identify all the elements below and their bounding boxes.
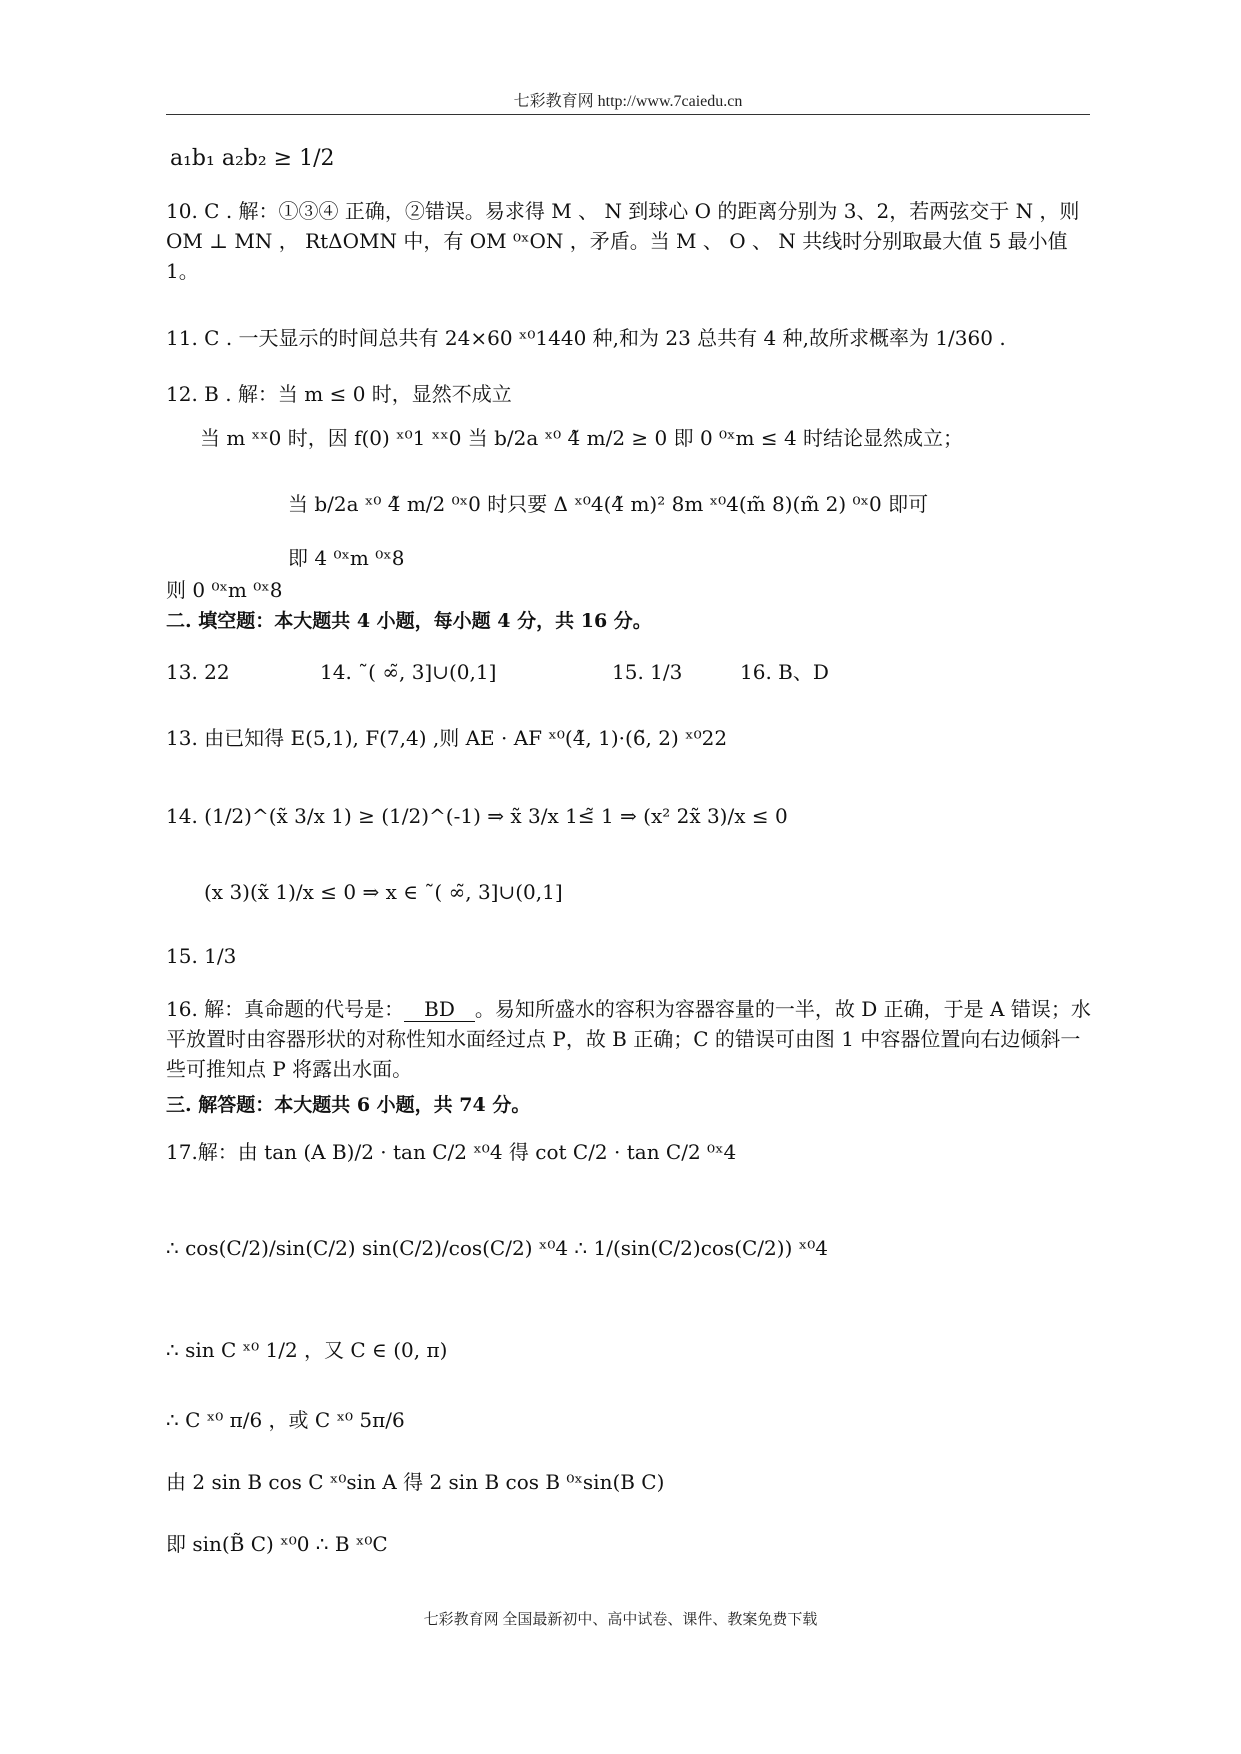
answer-12-line-3: 当 b/2a ˣ⁰ 4̃ m/2 ⁰ˣ0 时只要 Δ ˣ⁰4(4̃ m)² 8m ˣ⁰4(m̃ 8)(m̃ 2) ⁰ˣ0 即可	[288, 492, 929, 516]
answer-12-line-2: 当 m ˣˣ0 时，因 f(0) ˣ⁰1 ˣˣ0 当 b/2a ˣ⁰ 4̃ m/2 ≥ 0 即 0 ⁰ˣm ≤ 4 时结论显然成立；	[200, 426, 964, 450]
fill-answer-16: 16. B、D	[740, 660, 829, 684]
fill-answer-15: 15. 1/3	[612, 660, 683, 684]
solution-16	[166, 994, 1091, 1084]
solution-13: 13. 由已知得 E(5,1), F(7,4) ,则 AE · AF ˣ⁰(4̃, 1)·(6̃, 2) ˣ⁰22	[166, 726, 728, 750]
answer-10: 10. C . 解：①③④ 正确，②错误。易求得 M 、 N 到球心 O 的距离分别为 3、2，若两弦交于 N ，则 OM ⊥ MN ， RtΔOMN 中，有 OM ⁰ˣON ，矛盾。当 M 、 O 、 N 共线时分别取最大值 5 最小值 1。	[166, 199, 1080, 283]
solution-17-line-3: ∴ sin C ˣ⁰ 1/2 ，又 C ∈ (0, π)	[166, 1338, 448, 1362]
fill-answer-14: 14. ˜( ∞̃, 3]∪(0,1]	[320, 660, 497, 684]
fill-answer-13: 13. 22	[166, 660, 230, 684]
solution-17-line-4: ∴ C ˣ⁰ π/6 ，或 C ˣ⁰ 5π/6	[166, 1408, 405, 1432]
answer-12-line-1: 12. B . 解：当 m ≤ 0 时，显然不成立	[166, 382, 512, 406]
formula-line-1: a₁b₁ a₂b₂ ≥ 1/2	[170, 146, 335, 171]
solution-15: 15. 1/3	[166, 944, 237, 968]
answer-11: 11. C . 一天显示的时间总共有 24×60 ˣ⁰1440 种,和为 23 总共有 4 种,故所求概率为 1/360 .	[166, 326, 1006, 350]
answer-12-line-5: 则 0 ⁰ˣm ⁰ˣ8	[166, 578, 283, 602]
solution-17-line-2: ∴ cos(C/2)/sin(C/2) sin(C/2)/cos(C/2) ˣ⁰4 ∴ 1/(sin(C/2)cos(C/2)) ˣ⁰4	[166, 1236, 828, 1260]
solution-17-line-1: 17.解：由 tan (A B)/2 · tan C/2 ˣ⁰4 得 cot C/2 · tan C/2 ⁰ˣ4	[166, 1140, 737, 1164]
solution-16-text: 。易知所盛水的容积为容器容量的一半，故 D 正确，于是 A 错误；水平放置时由容器形状的对称性知水面经过点 P，故 B 正确；C 的错误可由图 1 中容器位置向右边倾斜一些可推知点 P 将露出水面。	[166, 997, 1091, 1081]
section-3-heading: 三. 解答题：本大题共 6 小题，共 74 分。	[166, 1094, 531, 1116]
section-2-heading: 二. 填空题：本大题共 4 小题，每小题 4 分，共 16 分。	[166, 610, 652, 632]
answer-12-line-4: 即 4 ⁰ˣm ⁰ˣ8	[288, 546, 405, 570]
solution-17-line-5: 由 2 sin B cos C ˣ⁰sin A 得 2 sin B cos B ⁰ˣsin(B C)	[166, 1470, 665, 1494]
header-divider	[166, 114, 1090, 115]
solution-16-prefix: 16. 解：真命题的代号是：	[166, 997, 405, 1021]
page-header: 七彩教育网 http://www.7caiedu.cn	[513, 93, 743, 110]
solution-14-line-1: 14. (1/2)^(x̃ 3/x 1) ≥ (1/2)^(-1) ⇒ x̃ 3/x 1≤̃ 1 ⇒ (x² 2x̃ 3)/x ≤ 0	[166, 804, 788, 828]
page-footer: 七彩教育网 全国最新初中、高中试卷、课件、教案免费下载	[423, 1612, 818, 1628]
solution-14-line-2: (x 3)(x̃ 1)/x ≤ 0 ⇒ x ∈ ˜( ∞̃, 3]∪(0,1]	[204, 880, 563, 904]
solution-17-line-6: 即 sin(B̃ C) ˣ⁰0 ∴ B ˣ⁰C	[166, 1532, 388, 1556]
solution-16-blank: BD	[404, 997, 475, 1022]
